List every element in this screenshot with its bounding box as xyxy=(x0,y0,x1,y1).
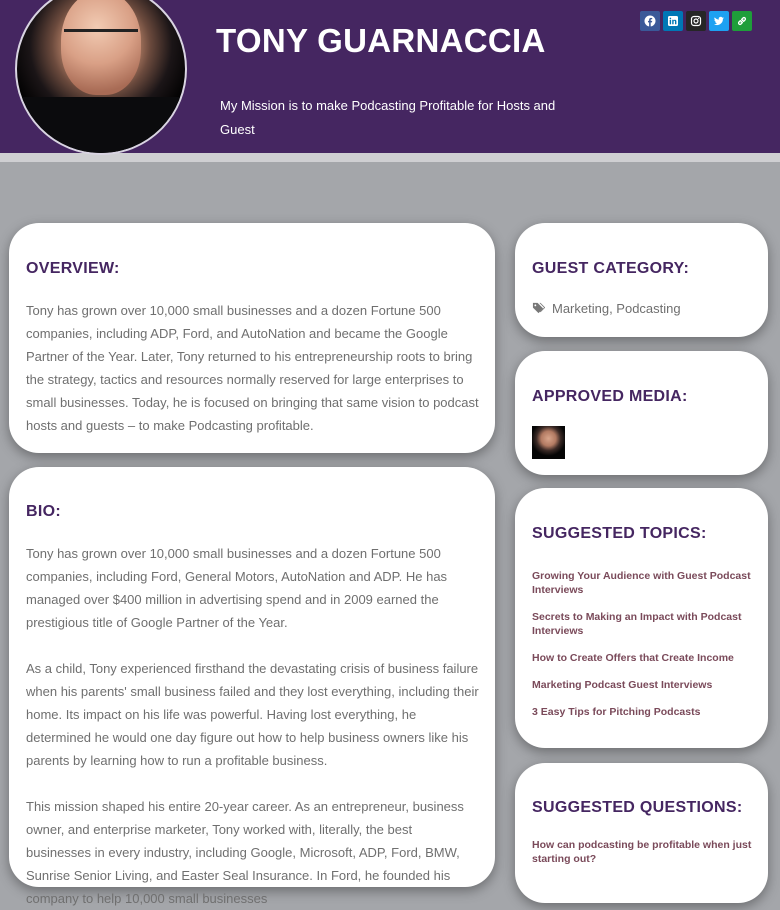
avatar-shirt xyxy=(17,97,185,155)
profile-avatar xyxy=(15,0,187,155)
category-tags xyxy=(532,301,754,316)
media-thumbnail[interactable] xyxy=(532,426,565,459)
bio-card xyxy=(9,467,495,906)
bio-paragraph: Tony has grown over 10,000 small businesses and a dozen Fortune 500 companies, including Ford, General Motors, AutoNation and ADP. He has managed over $400 million in advertising spend and in 2009 earned the prestigious title of Google Partner of the Year. xyxy=(26,546,448,630)
topic-link[interactable]: How to Create Offers that Create Income xyxy=(532,652,734,664)
bio-heading: BIO: xyxy=(26,503,61,520)
overview-heading: OVERVIEW: xyxy=(26,260,120,277)
question-link[interactable]: How can podcasting be profitable when just starting out? xyxy=(532,839,752,865)
instagram-icon[interactable] xyxy=(686,11,706,31)
topic-link[interactable]: Secrets to Making an Impact with Podcast Interviews xyxy=(532,611,742,637)
suggested-topics-card xyxy=(515,488,768,748)
bio-paragraph: As a child, Tony experienced firsthand the devastating crisis of business failure when his parents' small business failed and they lost everything, including their home. Its impact on his life was powerful. Having lost everything, he determined he would one day figure out how to help business owners like his parents by learning how to run a profitable business. xyxy=(26,661,479,768)
topic-link[interactable]: Growing Your Audience with Guest Podcast Interviews xyxy=(532,570,751,596)
header-divider xyxy=(0,153,780,162)
topic-link[interactable]: Marketing Podcast Guest Interviews xyxy=(532,679,713,691)
bio-paragraph: This mission shaped his entire 20-year career. As an entrepreneur, business owner, and enterprise marketer, Tony worked with, literally, the best businesses in every industry, including Google, Microsoft, ADP, Ford, BMW, Sunrise Senior Living, and Easter Seal Insurance. In Ford, he founded his company to help 10,000 small businesses xyxy=(26,799,464,906)
overview-card xyxy=(9,223,495,453)
suggested-questions-card xyxy=(515,763,768,903)
topic-list xyxy=(532,569,754,719)
suggested-questions-heading: SUGGESTED QUESTIONS: xyxy=(532,799,743,816)
social-links xyxy=(640,11,752,31)
guest-category-heading: GUEST CATEGORY: xyxy=(532,260,690,277)
bio-text xyxy=(26,542,479,910)
avatar-glasses xyxy=(64,29,138,48)
suggested-topics-heading: SUGGESTED TOPICS: xyxy=(532,525,707,542)
link-icon[interactable] xyxy=(732,11,752,31)
guest-category-card xyxy=(515,223,768,337)
topic-link[interactable]: 3 Easy Tips for Pitching Podcasts xyxy=(532,706,701,718)
mission-statement: My Mission is to make Podcasting Profitable for Hosts and Guest xyxy=(220,98,556,137)
guest-name: TONY GUARNACCIA xyxy=(216,22,546,59)
approved-media-heading: APPROVED MEDIA: xyxy=(532,388,688,405)
facebook-icon[interactable] xyxy=(640,11,660,31)
linkedin-icon[interactable] xyxy=(663,11,683,31)
twitter-icon[interactable] xyxy=(709,11,729,31)
overview-text: Tony has grown over 10,000 small businesses and a dozen Fortune 500 companies, including ADP, Ford, and AutoNation and became the Google Partner of the Year. Later, Tony returned to his entrepreneurship roots to bring the strategy, tactics and resources normally reserved for large enterprises to small businesses. Today, he is focused on bringing that same vision to podcast hosts and guests – to make Podcasting profitable. xyxy=(26,303,479,433)
category-list[interactable]: Marketing, Podcasting xyxy=(552,301,681,316)
approved-media-card xyxy=(515,351,768,475)
question-list xyxy=(532,838,754,866)
tags-icon xyxy=(532,302,545,315)
